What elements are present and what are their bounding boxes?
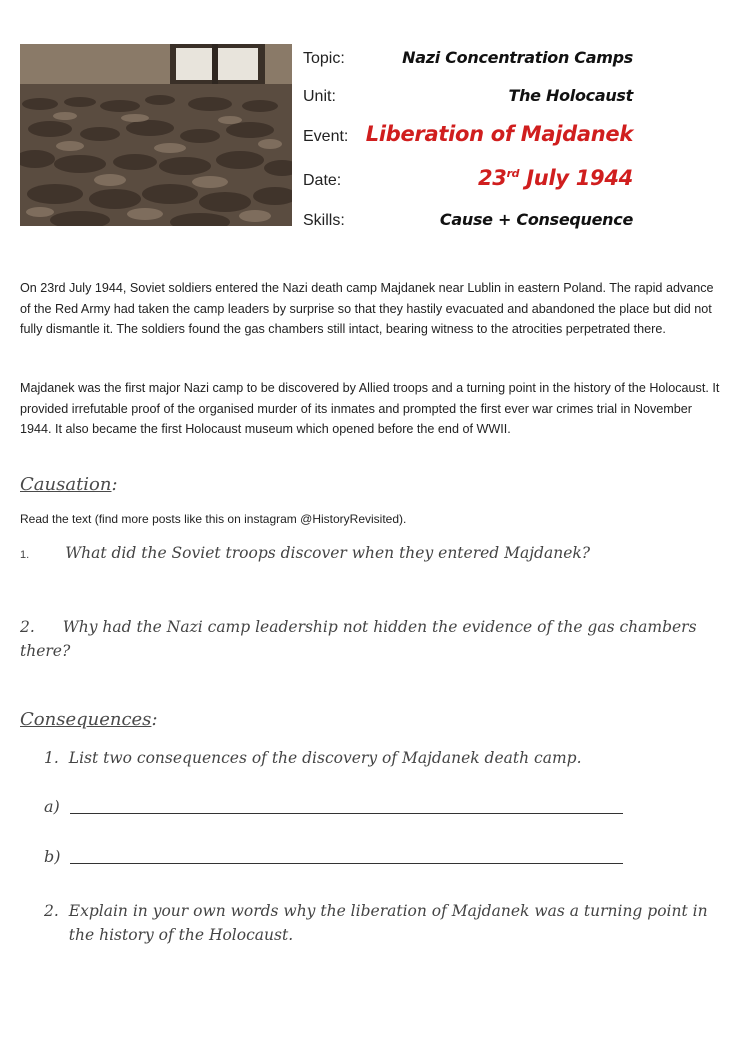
date-suffix: rd xyxy=(506,167,520,180)
consequences-q1-text: List two consequences of the discovery of Majdanek death camp. xyxy=(68,749,582,767)
topic-label: Topic: xyxy=(303,50,345,67)
consequences-heading-text: Consequences xyxy=(20,709,152,730)
unit-value: The Holocaust xyxy=(508,86,633,105)
event-value: Liberation of Majdanek xyxy=(365,122,633,146)
date-label: Date: xyxy=(303,172,342,189)
consequences-q1-number: 1. xyxy=(44,749,59,767)
consequences-question-2 xyxy=(44,899,714,947)
consequences-q2-text: Explain in your own words why the liberation of Majdanek was a turning point in the history of the Holocaust. xyxy=(68,902,708,944)
intro-paragraph-1: On 23rd July 1944, Soviet soldiers entered the Nazi death camp Majdanek near Lublin in eastern Poland. The rapid advance of the Red Army had taken the camp leaders by surprise so that they hastily evacuated and abandoned the place but did not fully dismantle it. The soldiers found the gas chambers still intact, bearing witness to the atrocities perpetrated there. xyxy=(20,281,714,336)
topic-value: Nazi Concentration Camps xyxy=(402,48,633,67)
causation-colon: : xyxy=(111,474,118,495)
date-day: 23 xyxy=(477,166,507,190)
event-row xyxy=(303,124,633,154)
answer-a-line[interactable] xyxy=(70,813,623,814)
consequences-q2-number: 2. xyxy=(44,902,59,920)
shoes-photo xyxy=(20,44,292,226)
consequences-heading xyxy=(20,709,158,730)
topic-row xyxy=(303,46,633,76)
causation-heading-text: Causation xyxy=(20,474,112,495)
event-label: Event: xyxy=(303,128,349,145)
causation-instruction: Read the text (find more posts like this on instagram @HistoryRevisited). xyxy=(20,512,407,526)
causation-q1-text: What did the Soviet troops discover when they entered Majdanek? xyxy=(65,544,591,562)
answer-b-line[interactable] xyxy=(70,863,623,864)
unit-row xyxy=(303,84,633,114)
skills-label: Skills: xyxy=(303,212,345,229)
date-rest: July 1944 xyxy=(519,166,633,190)
consequences-colon: : xyxy=(151,709,158,730)
causation-q2-text: Why had the Nazi camp leadership not hidden the evidence of the gas chambers there? xyxy=(20,618,697,660)
skills-row xyxy=(303,208,633,238)
intro-paragraph-2: Majdanek was the first major Nazi camp to be discovered by Allied troops and a turning point in the history of the Holocaust. It provided irrefutable proof of the organised murder of its inmates and prompted the first ever war crimes trial in November 1944. It also became the first Holocaust museum which opened before the end of WWII. xyxy=(20,381,720,436)
consequences-question-1 xyxy=(44,746,714,770)
unit-label: Unit: xyxy=(303,88,336,105)
causation-q2-number: 2. xyxy=(20,618,35,636)
causation-q1-number: 1. xyxy=(20,549,30,561)
causation-heading xyxy=(20,474,118,495)
causation-question-1 xyxy=(20,541,720,567)
skills-value: Cause + Consequence xyxy=(439,210,633,229)
date-row xyxy=(303,168,633,198)
causation-question-2 xyxy=(20,615,720,663)
answer-a-label: a) xyxy=(44,797,60,816)
date-value xyxy=(478,166,633,190)
answer-b-label: b) xyxy=(44,847,61,866)
